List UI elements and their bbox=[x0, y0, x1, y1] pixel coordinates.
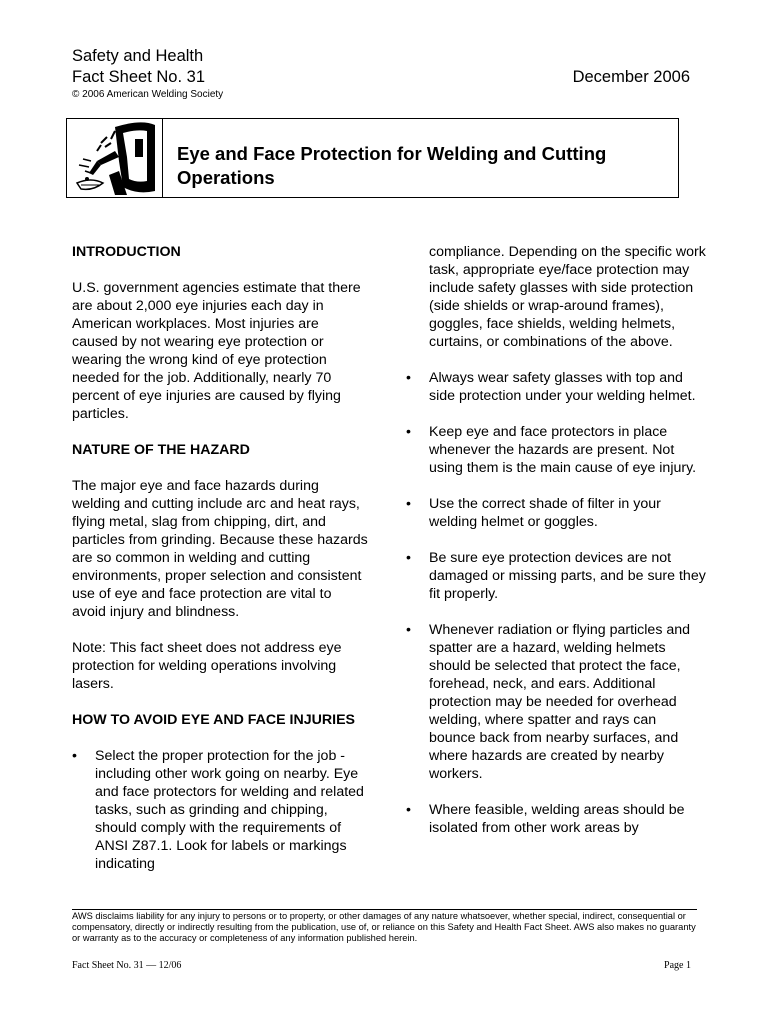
disclaimer-text: AWS disclaims liability for any injury to persons or to property, or other damages of any nature whatsoever, whether special, indirect, consequential or compensatory, directly or indirectly resulting from the publication, use of, or reliance on this Safety and Health Fact Sheet. AWS also makes no guaranty or warranty as to the accuracy or completeness of any information published herein. bbox=[72, 911, 696, 943]
bullet-icon: • bbox=[406, 424, 411, 440]
note-paragraph: Note: This fact sheet does not address eye protection for welding operations involving lasers. bbox=[72, 640, 342, 692]
introduction-heading: INTRODUCTION bbox=[72, 244, 181, 260]
footer-page-number: Page 1 bbox=[664, 960, 691, 971]
bullet-text: Keep eye and face protectors in place whenever the hazards are present. Not using them is the main cause of eye injury. bbox=[429, 424, 697, 476]
header-series: Safety and Health bbox=[72, 47, 204, 65]
bullet-text: Whenever radiation or flying particles and spatter are a hazard, welding helmets should be selected that protect the face, forehead, neck, and ears. Additional protection may be needed for overhead welding, where spatter and rays can bounce back from nearby surfaces, and where hazards are created by nearby workers. bbox=[429, 622, 691, 782]
bullet-item bbox=[406, 495, 706, 531]
title-divider bbox=[162, 119, 163, 197]
bullet-icon: • bbox=[406, 550, 411, 566]
bullet-item bbox=[406, 621, 706, 783]
bullet-icon: • bbox=[406, 802, 411, 818]
hazard-paragraph: The major eye and face hazards during welding and cutting include arc and heat rays, flying metal, slag from chipping, dirt, and particles from grinding. Because these hazards are so common in welding and cutting environments, proper selection and consistent use of eye and face protection are vital to avoid injury and blindness. bbox=[72, 478, 368, 620]
bullet-item bbox=[406, 801, 706, 837]
header-copyright: © 2006 American Welding Society bbox=[72, 89, 224, 100]
left-column bbox=[72, 243, 368, 891]
footer-factsheet-id: Fact Sheet No. 31 — 12/06 bbox=[72, 960, 182, 971]
header-factsheet-number: Fact Sheet No. 31 bbox=[72, 68, 205, 86]
bullet-text: Select the proper protection for the job - including other work going on nearby. Eye and face protectors for welding and related tasks, such as grinding and chipping, should comply with the requirements of ANSI Z87.1. Look for labels or markings indicating bbox=[95, 748, 364, 872]
bullet-item bbox=[406, 549, 706, 603]
bullet-text: Use the correct shade of filter in your welding helmet or goggles. bbox=[429, 496, 661, 530]
bullet-item bbox=[406, 423, 706, 477]
document-title: Eye and Face Protection for Welding and Cutting Operations bbox=[177, 143, 607, 188]
bullet-item bbox=[72, 747, 368, 873]
right-column bbox=[406, 243, 706, 855]
title-box bbox=[66, 118, 679, 198]
bullet-text: Always wear safety glasses with top and side protection under your welding helmet. bbox=[429, 370, 696, 404]
header-block bbox=[72, 46, 223, 101]
welder-with-helmet-icon bbox=[71, 121, 157, 195]
footer-rule bbox=[72, 909, 697, 910]
bullet-text: Where feasible, welding areas should be isolated from other work areas by bbox=[429, 802, 685, 836]
header-date: December 2006 bbox=[572, 68, 690, 86]
bullet-icon: • bbox=[406, 622, 411, 638]
bullet-text: Be sure eye protection devices are not damaged or missing parts, and be sure they fit properly. bbox=[429, 550, 706, 602]
bullet-icon: • bbox=[72, 748, 77, 764]
bullet-continuation: compliance. Depending on the specific work task, appropriate eye/face protection may include safety glasses with side protection (side shields or wrap-around frames), goggles, face shields, welding helmets, curtains, or combinations of the above. bbox=[429, 244, 706, 350]
avoid-injuries-heading: HOW TO AVOID EYE AND FACE INJURIES bbox=[72, 712, 355, 728]
bullet-icon: • bbox=[406, 496, 411, 512]
introduction-paragraph: U.S. government agencies estimate that there are about 2,000 eye injuries each day in American workplaces. Most injuries are caused by not wearing eye protection or wearing the wrong kind of eye protection needed for the job. Additionally, nearly 70 percent of eye injuries are caused by flying particles. bbox=[72, 280, 361, 422]
hazard-heading: NATURE OF THE HAZARD bbox=[72, 442, 250, 458]
bullet-icon: • bbox=[406, 370, 411, 386]
bullet-item bbox=[406, 369, 706, 405]
